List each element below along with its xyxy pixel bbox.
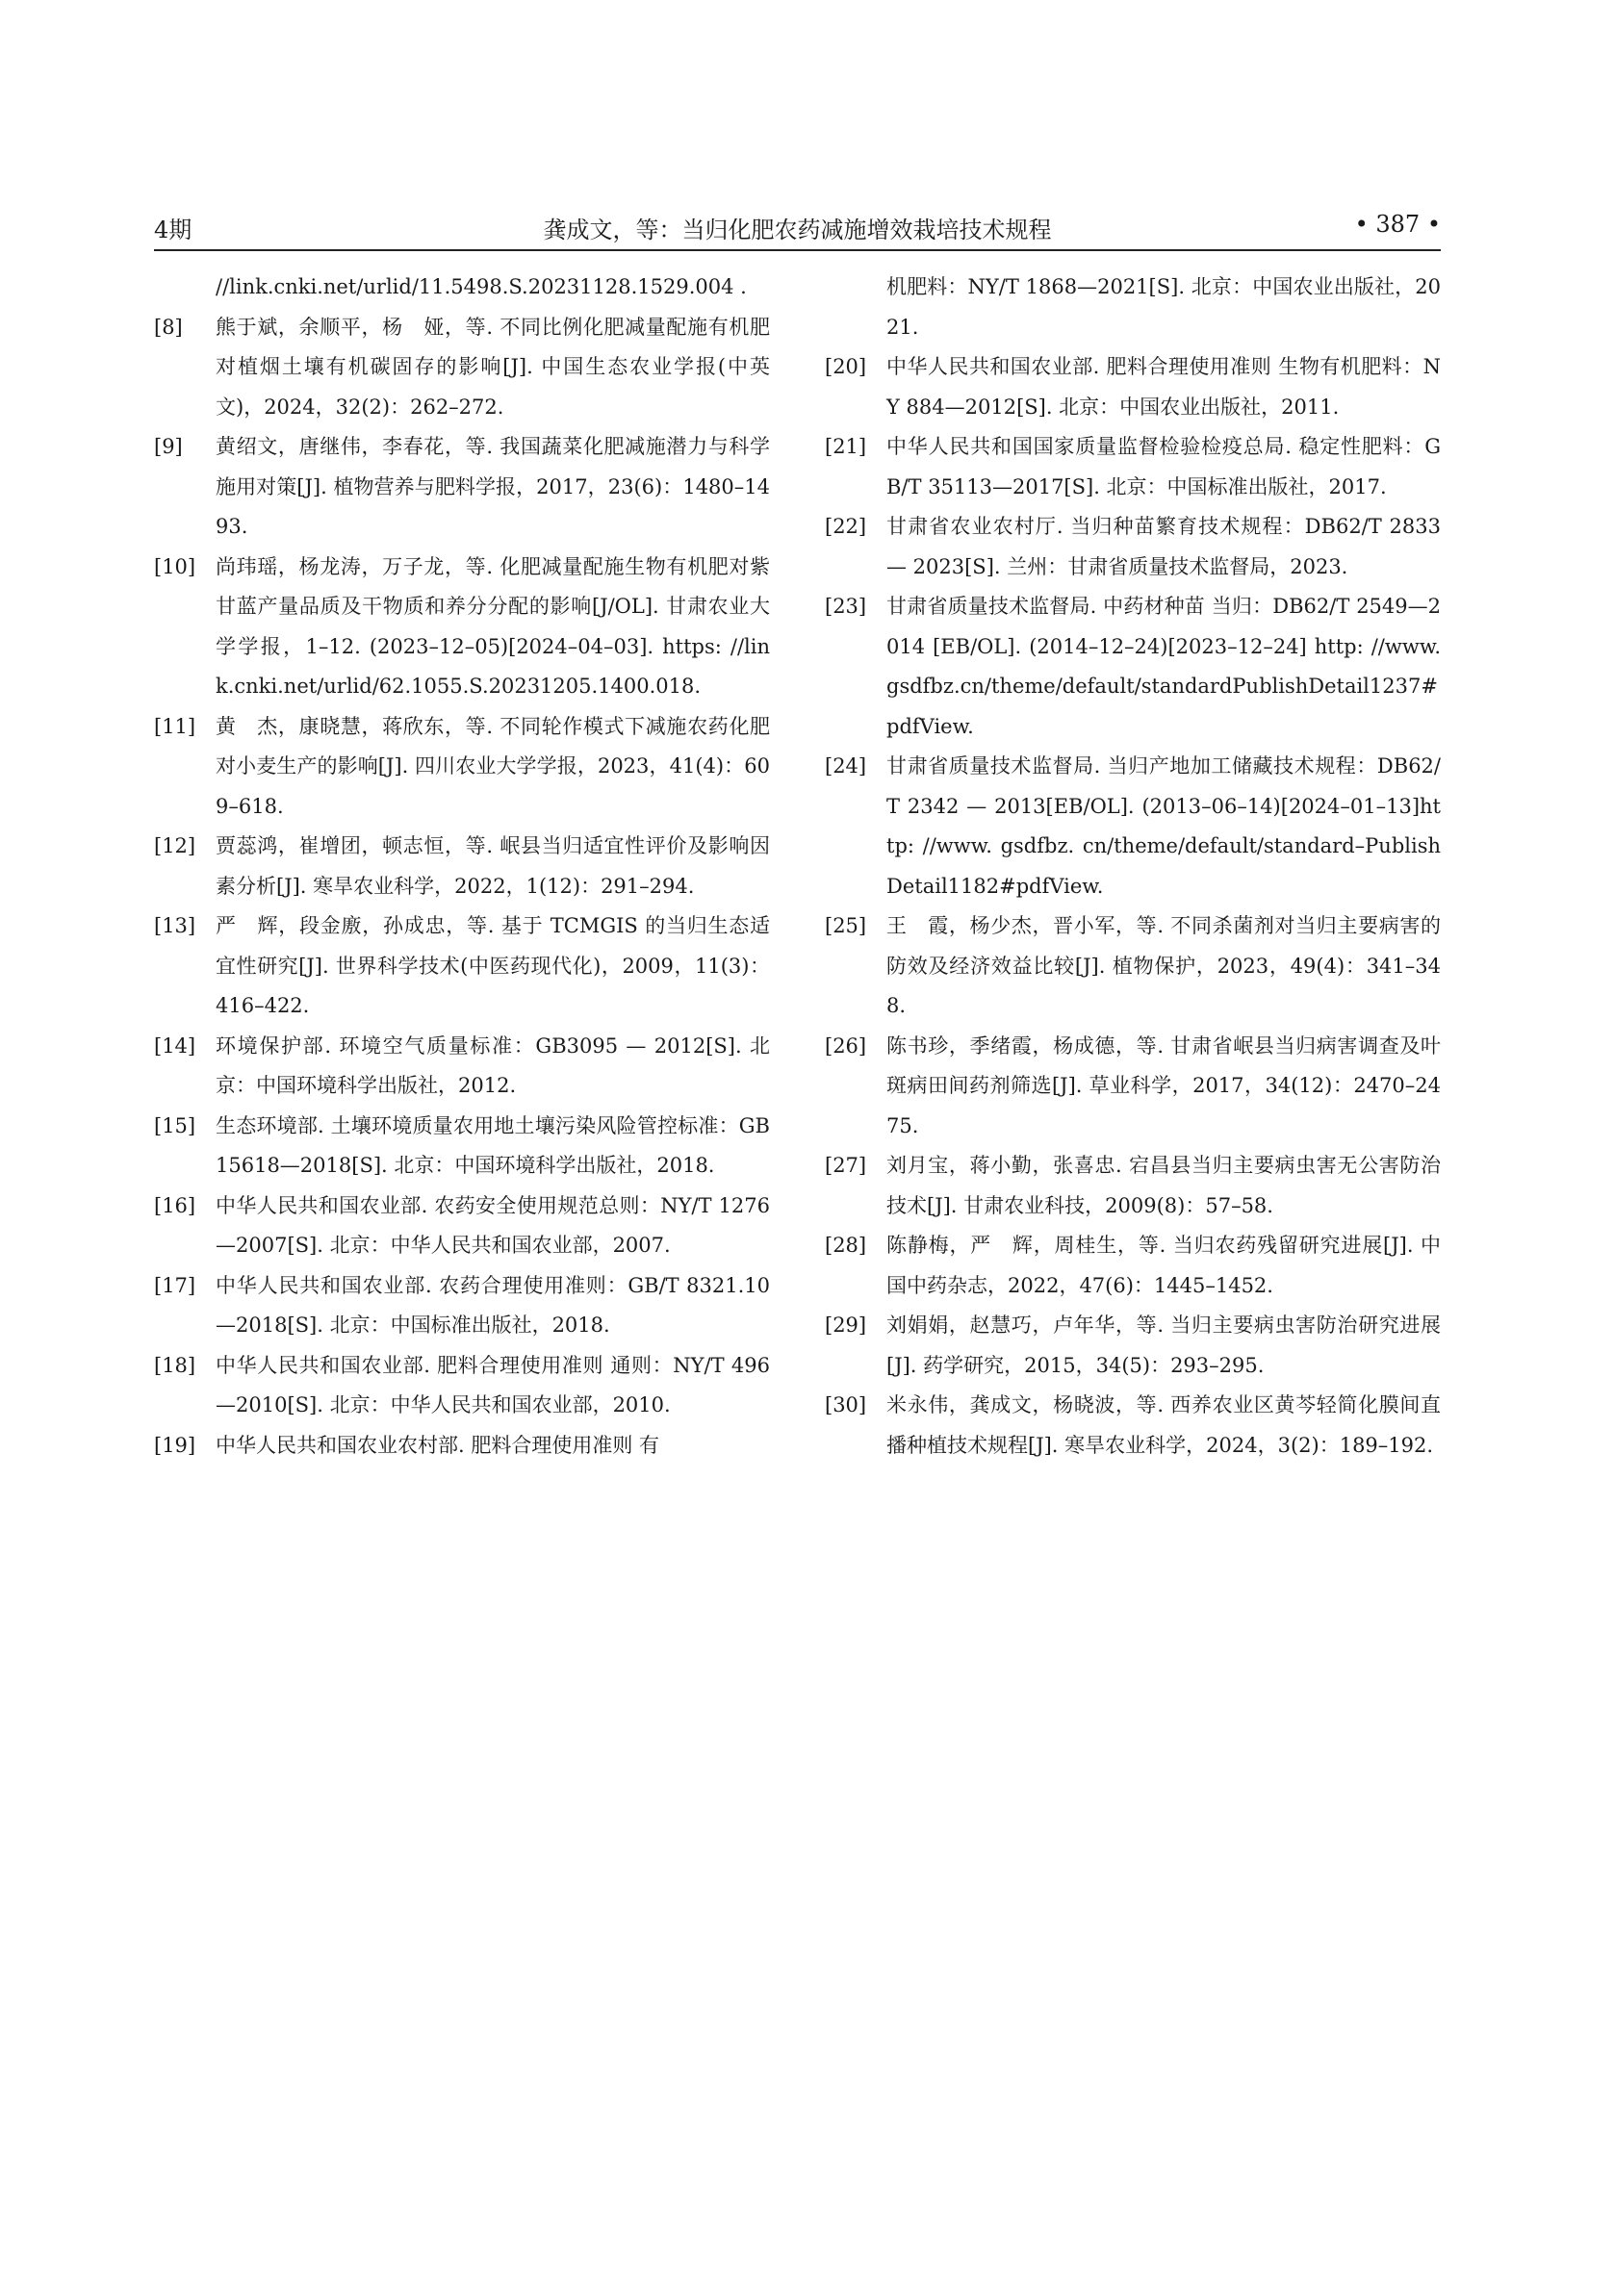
reference-entry [825, 1226, 1441, 1306]
reference-entry [154, 906, 770, 1027]
reference-entry [825, 1386, 1441, 1466]
reference-list-right [825, 347, 1441, 1466]
reference-entry [825, 427, 1441, 507]
reference-number: [23] [825, 595, 867, 618]
reference-number: [18] [154, 1353, 196, 1377]
reference-text: 熊于斌，余顺平，杨 娅，等. 不同比例化肥减量配施有机肥对植烟土壤有机碳固存的影响[J]. 中国生态农业学报(中英文)，2024，32(2)：262–272. [216, 315, 770, 419]
reference-entry [825, 587, 1441, 747]
reference-number: [22] [825, 515, 867, 538]
reference-text: 中华人民共和国农业部. 肥料合理使用准则 生物有机肥料：NY 884—2012[S]. 北京：中国农业出版社，2011. [886, 355, 1441, 419]
reference-number: [12] [154, 834, 196, 857]
reference-number: [29] [825, 1314, 867, 1337]
reference-list-left [154, 308, 770, 1467]
reference-text: 中华人民共和国农业部. 肥料合理使用准则 通则：NY/T 496—2010[S]. 北京：中华人民共和国农业部，2010. [216, 1353, 770, 1416]
reference-number: [15] [154, 1113, 196, 1137]
reference-number: [19] [154, 1433, 196, 1457]
reference-text: 黄绍文，唐继伟，李春花，等. 我国蔬菜化肥减施潜力与科学施用对策[J]. 植物营养与肥料学报，2017，23(6)：1480–1493. [216, 435, 770, 538]
reference-entry [154, 1426, 770, 1467]
reference-number: [27] [825, 1154, 867, 1177]
running-header [154, 205, 1441, 243]
reference-entry [825, 1146, 1441, 1226]
reference-column-right [825, 268, 1441, 1466]
reference-number: [25] [825, 914, 867, 937]
reference-text: 甘肃省质量技术监督局. 中药材种苗 当归：DB62/T 2549—2014 [EB/OL]. (2014–12–24)[2023–12–24] http: //www.gsdfbz.cn/theme/default/standardPublishDetail1237#pdfView. [886, 595, 1441, 738]
reference-text: 中华人民共和国农业农村部. 肥料合理使用准则 有 [216, 1433, 660, 1457]
reference-text: 中华人民共和国国家质量监督检验检疫总局. 稳定性肥料：GB/T 35113—2017[S]. 北京：中国标准出版社，2017. [886, 435, 1441, 498]
reference-number: [9] [154, 435, 183, 458]
reference-entry [825, 747, 1441, 906]
reference-text: 环境保护部. 环境空气质量标准：GB3095 — 2012[S]. 北京：中国环境科学出版社，2012. [216, 1033, 770, 1097]
reference-number: [21] [825, 435, 867, 458]
reference-entry [825, 347, 1441, 427]
reference-text: 甘肃省质量技术监督局. 当归产地加工储藏技术规程：DB62/T 2342 — 2013[EB/OL]. (2013–06–14)[2024–01–13]http: //www. gsdfbz. cn/theme/default/standard–Publish Detail1182#pdfView. [886, 754, 1441, 898]
reference-text: 甘肃省农业农村厅. 当归种苗繁育技术规程：DB62/T 2833 — 2023[S]. 兰州：甘肃省质量技术监督局，2023. [886, 515, 1441, 578]
reference-text: 王 霞，杨少杰，晋小军，等. 不同杀菌剂对当归主要病害的防效及经济效益比较[J]. 植物保护，2023，49(4)：341–348. [886, 914, 1441, 1017]
reference-number: [20] [825, 355, 867, 378]
reference-text: 严 辉，段金廒，孙成忠，等. 基于 TCMGIS 的当归生态适宜性研究[J]. 世界科学技术(中医药现代化)，2009，11(3)：416–422. [216, 914, 770, 1017]
running-title: 龚成文，等：当归化肥农药减施增效栽培技术规程 [543, 217, 1052, 243]
reference-number: [28] [825, 1234, 867, 1257]
reference-number: [10] [154, 554, 196, 578]
reference-number: [11] [154, 714, 196, 738]
reference-entry [154, 1346, 770, 1426]
page-number: • 387 • [1354, 211, 1441, 238]
reference-text: 生态环境部. 土壤环境质量农用地土壤污染风险管控标准：GB15618—2018[S]. 北京：中国环境科学出版社，2018. [216, 1113, 770, 1177]
reference-entry [825, 1306, 1441, 1386]
header-rule [154, 249, 1441, 251]
reference-text: 刘娟娟，赵慧巧，卢年华，等. 当归主要病虫害防治研究进展[J]. 药学研究，2015，34(5)：293–295. [886, 1314, 1441, 1377]
reference-text: 中华人民共和国农业部. 农药安全使用规范总则：NY/T 1276—2007[S]. 北京：中华人民共和国农业部，2007. [216, 1193, 770, 1257]
reference-column-left [154, 268, 770, 1466]
reference-text: 中华人民共和国农业部. 农药合理使用准则：GB/T 8321.10—2018[S]. 北京：中国标准出版社，2018. [216, 1273, 770, 1337]
reference-entry [154, 1027, 770, 1107]
reference-entry [154, 427, 770, 548]
reference-number: [24] [825, 754, 867, 778]
reference-number: [30] [825, 1393, 867, 1416]
reference-entry [154, 1107, 770, 1186]
reference-text: 米永伟，龚成文，杨晓波，等. 西养农业区黄芩轻简化膜间直播种植技术规程[J]. 寒旱农业科学，2024，3(2)：189–192. [886, 1393, 1441, 1457]
reference-number: [13] [154, 914, 196, 937]
reference-entry [154, 707, 770, 828]
reference-entry [825, 906, 1441, 1027]
reference-entry [154, 1186, 770, 1266]
reference-text: 刘月宝，蒋小勤，张喜忠. 宕昌县当归主要病虫害无公害防治技术[J]. 甘肃农业科技，2009(8)：57–58. [886, 1154, 1441, 1217]
reference-text: 黄 杰，康晓慧，蒋欣东，等. 不同轮作模式下减施农药化肥对小麦生产的影响[J]. 四川农业大学学报，2023，41(4)：609–618. [216, 714, 770, 818]
reference-entry [154, 827, 770, 906]
reference-text: 贾蕊鸿，崔增团，顿志恒，等. 岷县当归适宜性评价及影响因素分析[J]. 寒旱农业科学，2022，1(12)：291–294. [216, 834, 770, 898]
issue-number: 4期 [154, 217, 192, 243]
reference-text: 陈书珍，季绪霞，杨成德，等. 甘肃省岷县当归病害调查及叶斑病田间药剂筛选[J]. 草业科学，2017，34(12)：2470–2475. [886, 1033, 1441, 1137]
reference-continuation: //link.cnki.net/urlid/11.5498.S.20231128.1529.004 . [216, 275, 747, 298]
reference-number: [8] [154, 315, 183, 339]
reference-number: [14] [154, 1033, 196, 1058]
reference-entry [825, 507, 1441, 587]
reference-entry [154, 1266, 770, 1346]
reference-entry [825, 1027, 1441, 1147]
reference-entry [154, 308, 770, 428]
reference-text: 陈静梅，严 辉，周桂生，等. 当归农药残留研究进展[J]. 中国中药杂志，2022，47(6)：1445–1452. [886, 1234, 1441, 1297]
reference-number: [16] [154, 1193, 196, 1217]
reference-continuation: 机肥料：NY/T 1868—2021[S]. 北京：中国农业出版社，2021. [886, 275, 1441, 339]
reference-entry [154, 548, 770, 707]
reference-number: [26] [825, 1033, 867, 1058]
reference-number: [17] [154, 1273, 196, 1297]
reference-text: 尚玮瑶，杨龙涛，万子龙，等. 化肥减量配施生物有机肥对紫甘蓝产量品质及干物质和养分分配的影响[J/OL]. 甘肃农业大学学报，1–12. (2023–12–05)[2024–04–03]. https: //link.cnki.net/urlid/62.1055.S.20231205.1400.018. [216, 554, 770, 698]
